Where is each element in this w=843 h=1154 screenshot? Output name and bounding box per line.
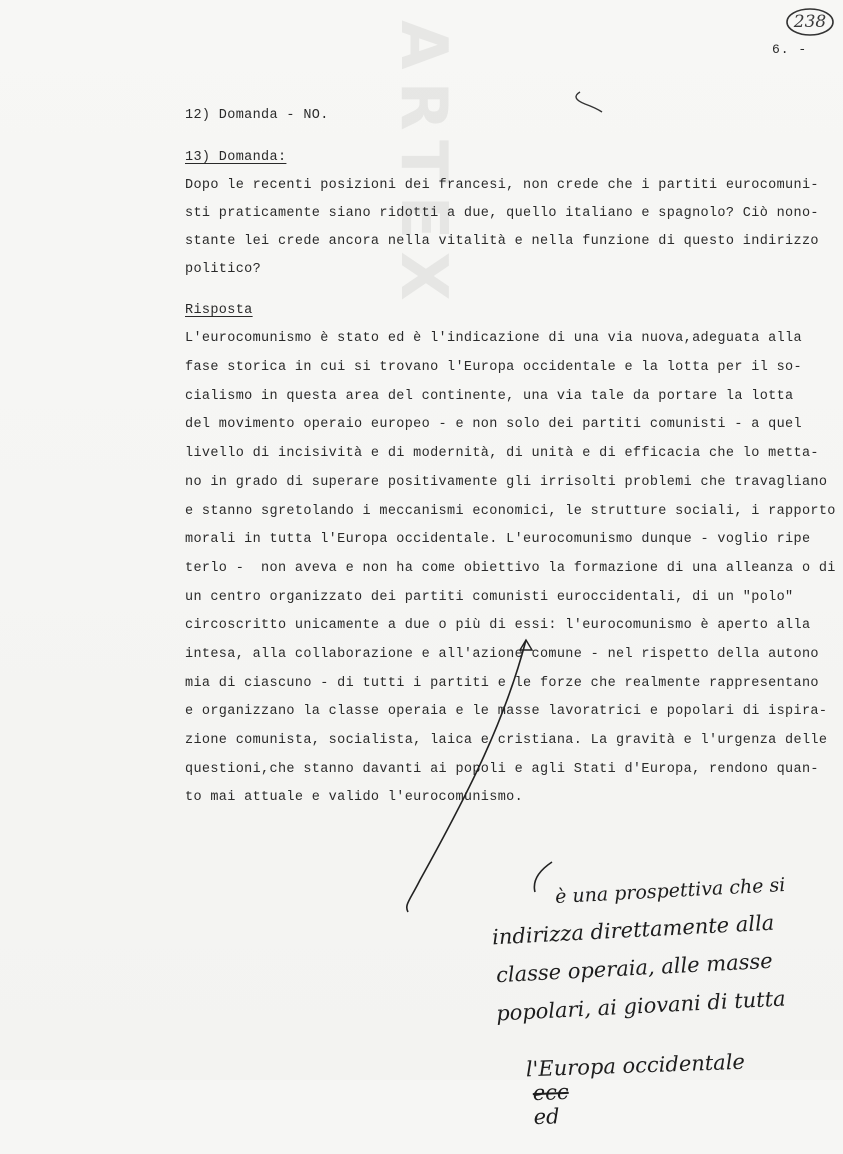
answer-line: del movimento operaio europeo - e non solo dei partiti comunisti - a quel (185, 417, 802, 432)
answer-line: questioni,che stanno davanti ai popoli e agli Stati d'Europa, rendono quan- (185, 762, 819, 777)
answer-line: terlo - non aveva e non ha come obiettivo la formazione di una alleanza o di (185, 561, 836, 576)
question-12: 12) Domanda - NO. (185, 108, 329, 123)
answer-line: un centro organizzato dei partiti comunisti euroccidentali, di un "polo" (185, 590, 794, 605)
page-number: 6. - (772, 42, 808, 57)
stamp-circle-icon (784, 6, 836, 38)
struck-word: ecc (532, 1079, 570, 1106)
answer-line: zione comunista, socialista, laica e cristiana. La gravità e l'urgenza delle (185, 733, 828, 748)
archive-number: 238 (793, 12, 827, 32)
handwritten-note-line: è una prospettiva che si (554, 873, 786, 909)
question-13-line: Dopo le recenti posizioni dei francesi, non crede che i partiti eurocomuni- (185, 178, 819, 193)
answer-line: e stanno sgretolando i meccanismi economici, le strutture sociali, i rapporto (185, 504, 836, 519)
answer-line: fase storica in cui si trovano l'Europa occidentale e la lotta per il so- (185, 360, 802, 375)
handwritten-note-text: l'Europa occidentale (525, 1049, 746, 1082)
pen-hook-mark (576, 92, 602, 112)
answer-line: no in grado di superare positivamente gli irrisolti problemi che travagliano (185, 475, 828, 490)
note-bracket-mark (534, 862, 552, 892)
archive-number-stamp (784, 6, 836, 38)
question-13-line: stante lei crede ancora nella vitalità e nella funzione di questo indirizzo (185, 234, 819, 249)
answer-line: e organizzano la classe operaia e le masse lavoratrici e popolari di ispira- (185, 704, 828, 719)
answer-heading: Risposta (185, 303, 253, 318)
answer-line: intesa, alla collaborazione e all'azione comune - nel rispetto della autono (185, 647, 819, 662)
question-13-heading: 13) Domanda: (185, 150, 287, 165)
handwritten-note-line: popolari, ai giovani di tutta (495, 986, 787, 1026)
answer-line: to mai attuale e valido l'eurocomunismo. (185, 790, 524, 805)
handwritten-note-line: indirizza direttamente alla (491, 910, 775, 950)
handwritten-note-line (498, 1026, 748, 1154)
answer-line: livello di incisività e di modernità, di unità e di efficacia che lo metta- (185, 446, 819, 461)
answer-line: circoscritto unicamente a due o più di essi: l'eurocomunismo è aperto alla (185, 618, 811, 633)
answer-line: mia di ciascuno - di tutti i partiti e le forze che realmente rappresentano (185, 676, 819, 691)
trailing-word: ed (533, 1104, 560, 1130)
answer-line: L'eurocomunismo è stato ed è l'indicazione di una via nuova,adeguata alla (185, 331, 802, 346)
handwritten-note-line: classe operaia, alle masse (495, 948, 774, 988)
question-13-line: politico? (185, 262, 262, 277)
answer-line: morali in tutta l'Europa occidentale. L'eurocomunismo dunque - voglio ripe (185, 532, 811, 547)
answer-line: cialismo in questa area del continente, una via tale da portare la lotta (185, 389, 794, 404)
question-13-line: sti praticamente siano ridotti a due, quello italiano e spagnolo? Ciò nono- (185, 206, 819, 221)
watermark: ARTEX (386, 20, 460, 313)
